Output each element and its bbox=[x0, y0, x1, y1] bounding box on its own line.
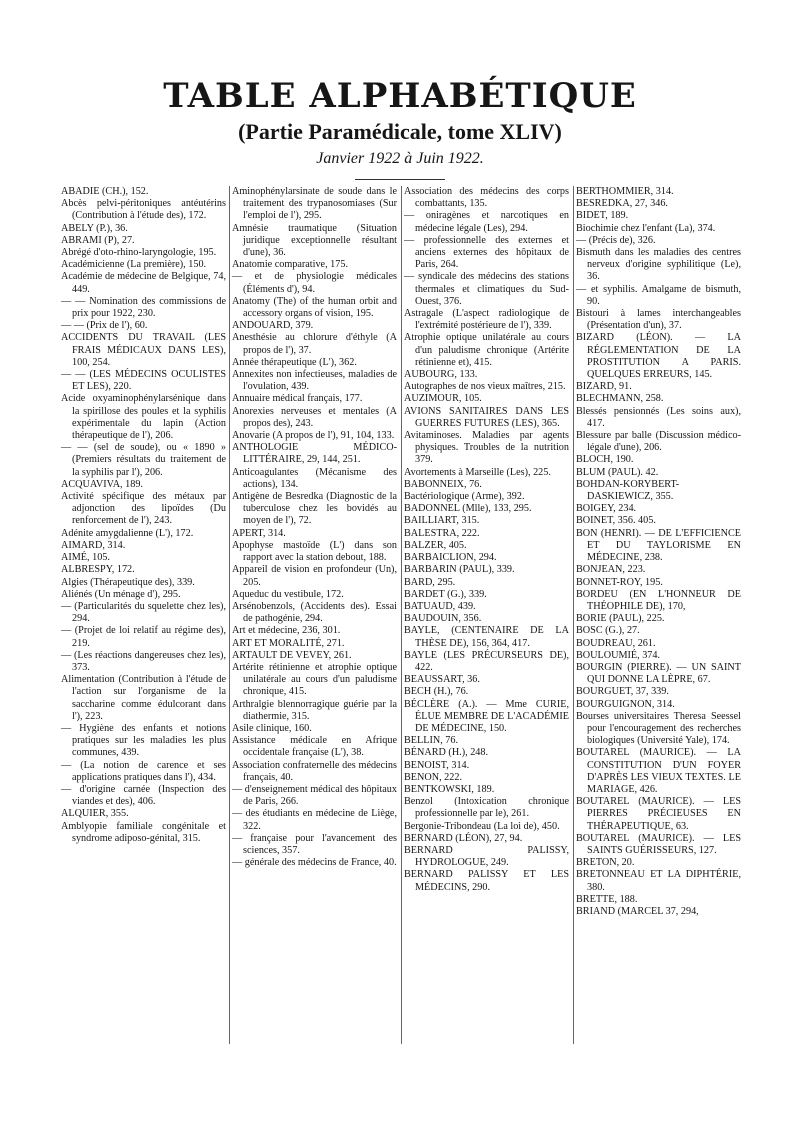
index-entry: BONJEAN, 223. bbox=[576, 564, 646, 576]
index-entry: AIMÉ, 105. bbox=[61, 552, 110, 564]
index-entry: BECH (H.), 76. bbox=[404, 686, 469, 698]
index-entry: BELLIN, 76. bbox=[404, 735, 459, 747]
index-entry: — (Précis de), 326. bbox=[576, 234, 656, 246]
index-entry: BLUM (PAUL). 42. bbox=[576, 466, 659, 478]
index-entry: BOUDREAU, 261. bbox=[576, 637, 656, 649]
index-entry: Alimentation (Contribution à l'étude de l'action sur l'organisme de la saccharine comme édulcorant dans l'), 223. bbox=[61, 674, 226, 722]
index-entry: BATUAUD, 439. bbox=[404, 600, 476, 612]
index-entry: — d'enseignement médical des hôpitaux de Paris, 266. bbox=[232, 783, 397, 808]
page-title: TABLE ALPHABÉTIQUE bbox=[163, 76, 637, 116]
index-entry: — professionnelle des externes et anciens externes des hôpitaux de Paris, 264. bbox=[404, 234, 569, 271]
index-entry: Bergonie-Tribondeau (La loi de), 450. bbox=[404, 820, 560, 832]
index-entry: BLOCH, 190. bbox=[576, 454, 634, 466]
index-entry: ACCIDENTS DU TRAVAIL (LES FRAIS MÉDICAUX DANS LES), 100, 254. bbox=[61, 332, 226, 368]
index-entry: BEAUSSART, 36. bbox=[404, 674, 480, 686]
index-entry: Appareil de vision en profondeur (Un), 205. bbox=[232, 564, 397, 588]
column-divider bbox=[401, 186, 402, 1044]
index-entry: AUZIMOUR, 105. bbox=[404, 393, 482, 405]
index-entry: BERNARD PALISSY, HYDROLOGUE, 249. bbox=[404, 844, 569, 869]
index-entry: AUBOURG, 133. bbox=[404, 369, 478, 381]
index-entry: Biochimie chez l'enfant (La), 374. bbox=[576, 222, 716, 234]
index-entry: BIDET, 189. bbox=[576, 210, 629, 222]
index-entry: Association confraternelle des médecins français, 40. bbox=[232, 759, 397, 783]
index-entry: BAYLE, (CENTENAIRE DE LA THÈSE DE), 156, 364, 417. bbox=[404, 625, 569, 649]
index-entry: ALQUIER, 355. bbox=[61, 808, 129, 820]
index-entry: Bourses universitaires Theresa Seessel pour l'encouragement des recherches biologiques (Université Yale), 174. bbox=[576, 710, 741, 747]
index-entry: BORDEU (EN L'HONNEUR DE THÉOPHILE DE), 170, bbox=[576, 588, 741, 612]
index-entry: ACQUAVIVA, 189. bbox=[61, 478, 143, 490]
index-entry: Antigène de Besredka (Diagnostic de la tuberculose chez les bovidés au moyen de l'), 72. bbox=[232, 491, 397, 527]
index-entry: BOINET, 356. 405. bbox=[576, 515, 656, 527]
index-entry: — d'origine carnée (Inspection des viandes et des), 406. bbox=[61, 783, 226, 808]
index-entry: BIZARD (LÉON). — LA RÉGLEMENTATION DE LA PROSTITUTION A PARIS. QUELQUES ERREURS, 145. bbox=[576, 332, 741, 381]
index-entry: BERNARD (LÉON), 27, 94. bbox=[404, 832, 523, 844]
index-entry: BON (HENRI). — DE L'EFFICIENCE ET DU TAYLORISME EN MÉDECINE, 238. bbox=[576, 527, 741, 564]
column-divider bbox=[573, 186, 574, 1044]
index-entry: Bismuth dans les maladies des centres nerveux d'origine syphilitique (Le), 36. bbox=[576, 247, 741, 283]
index-entry: BOUTAREL (MAURICE). — LES PIERRES PRÉCIEUSES EN THÉRAPEUTIQUE, 63. bbox=[576, 796, 741, 832]
index-entry: Abrégé d'oto-rhino-laryngologie, 195. bbox=[61, 247, 217, 259]
index-entry: BÉCLÈRE (A.). — Mme CURIE, ÉLUE MEMBRE DE L'ACADÉMIE DE MÉDECINE, 150. bbox=[404, 698, 569, 734]
index-entry: Blessés pensionnés (Les soins aux), 417. bbox=[576, 405, 741, 429]
index-entry: BOUTAREL (MAURICE). — LA CONSTITUTION D'UN FOYER D'APRÈS LES VIEUX TEXTES. LE MARIAGE, 426. bbox=[576, 747, 741, 795]
index-entry: BARD, 295. bbox=[404, 576, 456, 588]
index-entry: Assistance médicale en Afrique occidentale française (L'), 38. bbox=[232, 735, 397, 759]
index-entry: Bistouri à lames interchangeables (Présentation d'un), 37. bbox=[576, 308, 741, 332]
index-entry: — — (sel de soude), ou « 1890 » (Premiers résultats du traitement de la syphilis par l'), 206. bbox=[61, 442, 226, 478]
index-entry: Anatomie comparative, 175. bbox=[232, 259, 348, 271]
index-entry: Amblyopie familiale congénitale et syndrome adiposo-génital, 315. bbox=[61, 820, 226, 844]
index-entry: BOUTAREL (MAURICE). — LES SAINTS GUÉRISSEURS, 127. bbox=[576, 832, 741, 856]
index-entry: Aliénés (Un ménage d'), 295. bbox=[61, 588, 181, 600]
index-entry: BRIAND (MARCEL 37, 294, bbox=[576, 905, 699, 917]
index-entry: ABELY (P.), 36. bbox=[61, 222, 128, 234]
index-entry: BESREDKA, 27, 346. bbox=[576, 198, 668, 210]
index-entry: Annuaire médical français, 177. bbox=[232, 393, 363, 405]
index-entry: BOSC (G.), 27. bbox=[576, 625, 640, 637]
index-entry: BARBARIN (PAUL), 339. bbox=[404, 564, 515, 576]
index-entry: BALESTRA, 222. bbox=[404, 527, 480, 539]
index-entry: — générale des médecins de France, 40. bbox=[232, 857, 397, 869]
index-entry: BABONNEIX, 76. bbox=[404, 478, 482, 490]
index-entry: BOURGUET, 37, 339. bbox=[576, 686, 669, 698]
index-entry: APERT, 314. bbox=[232, 527, 286, 539]
index-entry: Art et médecine, 236, 301. bbox=[232, 625, 341, 637]
index-entry: Acide oxyaminophénylarsénique dans la spirillose des poules et la syphilis expérimentale du lapin (Action thérapeutique de l'), 206. bbox=[61, 393, 226, 442]
index-entry: BENOIST, 314. bbox=[404, 759, 470, 771]
index-entry: — (Projet de loi relatif au régime des), 219. bbox=[61, 625, 226, 649]
index-entry: Activité spécifique des métaux par adjonction des lipoïdes (Du renforcement de l'), 243. bbox=[61, 491, 226, 527]
index-entry: BAUDOUIN, 356. bbox=[404, 613, 482, 625]
index-entry: BOIGEY, 234. bbox=[576, 503, 637, 515]
index-entry: — oniragènes et narcotiques en médecine légale (Les), 294. bbox=[404, 210, 569, 234]
index-entry: ANDOUARD, 379. bbox=[232, 320, 314, 332]
index-entry: BÉNARD (H.), 248. bbox=[404, 747, 489, 759]
index-entry: BLECHMANN, 258. bbox=[576, 393, 664, 405]
index-entry: Académie de médecine de Belgique, 74, 449. bbox=[61, 271, 226, 295]
index-entry: BARDET (G.), 339. bbox=[404, 588, 487, 600]
index-entry: Amnésie traumatique (Situation juridique exceptionnelle résultant d'une), 36. bbox=[232, 222, 397, 259]
date-range: Janvier 1922 à Juin 1922. bbox=[316, 150, 484, 167]
index-entry: Benzol (Intoxication chronique professionnelle par le), 261. bbox=[404, 796, 569, 820]
index-entry: BOHDAN-KORYBERT-DASKIEWICZ, 355. bbox=[576, 478, 680, 503]
index-entry: Algies (Thérapeutique des), 339. bbox=[61, 576, 195, 588]
index-entry: Arsénobenzols, (Accidents des). Essai de pathogénie, 294. bbox=[232, 600, 397, 625]
index-entry: ANTHOLOGIE MÉDICO-LITTÉRAIRE, 29, 144, 251. bbox=[232, 442, 397, 466]
index-entry: BERTHOMMIER, 314. bbox=[576, 186, 674, 197]
index-entry: Atrophie optique unilatérale au cours d'un paludisme chronique (Artérite rétinienne et), 415. bbox=[404, 332, 569, 368]
index-entry: Année thérapeutique (L'), 362. bbox=[232, 356, 357, 368]
index-entry: Anesthésie au chlorure d'éthyle (A propos de l'), 37. bbox=[232, 332, 397, 356]
index-entry: Artérite rétinienne et atrophie optique unilatérale au cours d'un paludisme chronique, 415. bbox=[232, 661, 397, 698]
index-entry: ABADIE (CH.), 152. bbox=[61, 186, 149, 197]
index-entry: Blessure par balle (Discussion médico-légale d'une), 206. bbox=[576, 430, 741, 454]
index-column-3 bbox=[404, 186, 569, 894]
index-entry: BERNARD PALISSY ET LES MÉDECINS, 290. bbox=[404, 869, 569, 893]
index-entry: — (Particularités du squelette chez les), 294. bbox=[61, 600, 226, 625]
page-subtitle: (Partie Paramédicale, tome XLIV) bbox=[238, 119, 562, 144]
index-entry: Astragale (L'aspect radiologique de l'extrémité postérieure de l'), 339. bbox=[404, 308, 569, 332]
index-entry: Bactériologique (Arme), 392. bbox=[404, 491, 525, 503]
index-entry: BRETTE, 188. bbox=[576, 893, 638, 905]
index-entry: BORIE (PAUL), 225. bbox=[576, 613, 665, 625]
index-entry: Association des médecins des corps combattants, 135. bbox=[404, 186, 569, 210]
index-entry: — — (LES MÉDECINS OCULISTES ET LES), 220. bbox=[61, 369, 226, 393]
index-entry: Avitaminoses. Maladies par agents physiques. Troubles de la nutrition 379. bbox=[404, 430, 569, 466]
index-entry: — Hygiène des enfants et notions pratiques sur les maladies les plus communes, 439. bbox=[61, 722, 226, 759]
index-entry: BALZER, 405. bbox=[404, 539, 467, 551]
index-entry: BARBAICLION, 294. bbox=[404, 552, 497, 564]
index-entry: BOULOUMIÉ, 374. bbox=[576, 649, 661, 661]
index-entry: Annexites non infectieuses, maladies de l'ovulation, 439. bbox=[232, 369, 397, 393]
index-entry: Avortements à Marseille (Les), 225. bbox=[404, 466, 551, 478]
title-rule bbox=[355, 179, 445, 180]
index-entry: BONNET-ROY, 195. bbox=[576, 576, 663, 588]
index-entry: — et syphilis. Amalgame de bismuth, 90. bbox=[576, 283, 741, 307]
index-column-2 bbox=[232, 186, 397, 869]
index-entry: BAILLIART, 315. bbox=[404, 515, 480, 527]
index-entry: — — Nomination des commissions de prix pour 1922, 230. bbox=[61, 295, 226, 320]
index-entry: BAYLE (LES PRÉCURSEURS DE), 422. bbox=[404, 649, 569, 673]
index-entry: Apophyse mastoïde (L') dans son rapport avec la station debout, 188. bbox=[232, 539, 397, 564]
index-entry: Aminophénylarsinate de soude dans le traitement des trypanosomiases (Sur l'emploi de l'), 295. bbox=[232, 186, 397, 222]
index-entry: — et de physiologie médicales (Éléments d'), 94. bbox=[232, 271, 397, 295]
index-entry: — des étudiants en médecine de Liège, 322. bbox=[232, 808, 397, 832]
index-entry: BENTKOWSKI, 189. bbox=[404, 783, 495, 795]
index-entry: Anticoagulantes (Mécanisme des actions), 134. bbox=[232, 466, 397, 490]
index-entry: — française pour l'avancement des sciences, 357. bbox=[232, 832, 397, 856]
index-entry: Autographes de nos vieux maîtres, 215. bbox=[404, 381, 566, 393]
index-entry: BRETONNEAU ET LA DIPHTÉRIE, 380. bbox=[576, 869, 741, 893]
index-entry: Aqueduc du vestibule, 172. bbox=[232, 588, 344, 600]
index-entry: Asile clinique, 160. bbox=[232, 722, 312, 734]
index-entry: Anatomy (The) of the human orbit and accessory organs of vision, 195. bbox=[232, 295, 397, 320]
index-entry: BADONNEL (Mlle), 133, 295. bbox=[404, 503, 532, 515]
index-entry: — (Les réactions dangereuses chez les), 373. bbox=[61, 649, 226, 673]
index-entry: BENON, 222. bbox=[404, 771, 463, 783]
index-entry: Arthralgie blennorragique guérie par la diathermie, 315. bbox=[232, 698, 397, 722]
index-entry: BOURGIN (PIERRE). — UN SAINT QUI DONNE LA LÈPRE, 67. bbox=[576, 661, 741, 686]
index-entry: — — (Prix de l'), 60. bbox=[61, 320, 148, 332]
index-entry: BIZARD, 91. bbox=[576, 381, 632, 393]
index-entry: AIMARD, 314. bbox=[61, 539, 126, 551]
index-entry: ARTAULT DE VEVEY, 261. bbox=[232, 649, 352, 661]
index-entry: ALBRESPY, 172. bbox=[61, 564, 135, 576]
index-entry: BOURGUIGNON, 314. bbox=[576, 698, 675, 710]
index-column-4 bbox=[576, 186, 741, 918]
index-entry: ABRAMI (P), 27. bbox=[61, 234, 135, 246]
index-entry: Anovarie (A propos de l'), 91, 104, 133. bbox=[232, 430, 395, 442]
index-entry: Académicienne (La première), 150. bbox=[61, 259, 207, 271]
index-entry: Adénite amygdalienne (L'), 172. bbox=[61, 527, 194, 539]
index-column-1 bbox=[61, 186, 226, 845]
index-entry: AVIONS SANITAIRES DANS LES GUERRES FUTURES (LES), 365. bbox=[404, 405, 569, 429]
index-entry: ART ET MORALITÉ, 271. bbox=[232, 637, 345, 649]
index-entry: — syndicale des médecins des stations thermales et climatiques du Sud-Ouest, 376. bbox=[404, 271, 569, 307]
index-entry: BRETON, 20. bbox=[576, 857, 635, 869]
index-entry: Abcès pelvi-péritoniques antéutérins (Contribution à l'étude des), 172. bbox=[61, 198, 226, 222]
index-entry: Anorexies nerveuses et mentales (A propos des), 243. bbox=[232, 405, 397, 429]
index-entry: — (La notion de carence et ses applications pratiques dans l'), 434. bbox=[61, 759, 226, 783]
column-divider bbox=[229, 186, 230, 1044]
